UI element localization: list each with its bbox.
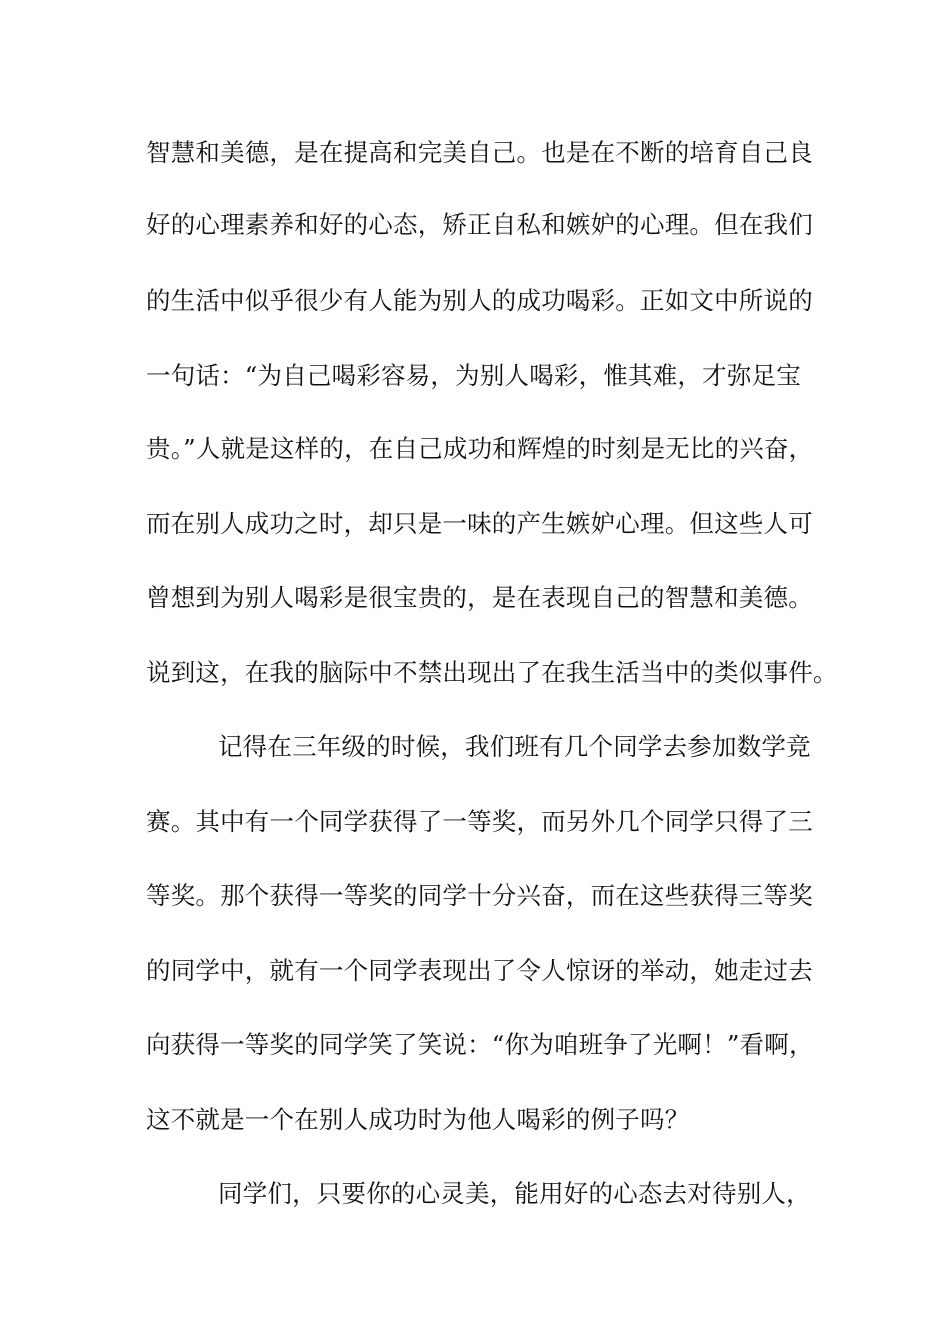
text-line: 曾想到为别人喝彩是很宝贵的，是在表现自己的智慧和美德。 xyxy=(146,583,813,612)
text-line: 好的心理素养和好的心态，矫正自私和嫉妒的心理。但在我们 xyxy=(146,210,813,239)
paragraph-first-line: 同学们，只要你的心灵美，能用好的心态去对待别人， xyxy=(218,1179,811,1208)
text-line: 等奖。那个获得一等奖的同学十分兴奋，而在这些获得三等奖 xyxy=(146,881,813,910)
text-line: 赛。其中有一个同学获得了一等奖，而另外几个同学只得了三 xyxy=(146,807,813,836)
text-line: 这不就是一个在别人成功时为他人喝彩的例子吗？ xyxy=(146,1105,690,1134)
text-line: 的同学中，就有一个同学表现出了令人惊讶的举动，她走过去 xyxy=(146,956,813,985)
text-line: 而在别人成功之时，却只是一味的产生嫉妒心理。但这些人可 xyxy=(146,509,813,538)
text-line: 说到这，在我的脑际中不禁出现出了在我生活当中的类似事件。 xyxy=(146,658,838,687)
text-line: 向获得一等奖的同学笑了笑说：“你为咱班争了光啊！”看啊， xyxy=(146,1030,814,1059)
text-line: 一句话：“为自己喝彩容易，为别人喝彩，惟其难，才弥足宝 xyxy=(146,361,801,390)
text-line: 智慧和美德，是在提高和完美自己。也是在不断的培育自己良 xyxy=(146,138,813,167)
paragraph-first-line: 记得在三年级的时候，我们班有几个同学去参加数学竞 xyxy=(218,732,811,761)
text-line: 的生活中似乎很少有人能为别人的成功喝彩。正如文中所说的 xyxy=(146,286,813,315)
text-line: 贵。”人就是这样的，在自己成功和辉煌的时刻是无比的兴奋， xyxy=(146,434,814,463)
